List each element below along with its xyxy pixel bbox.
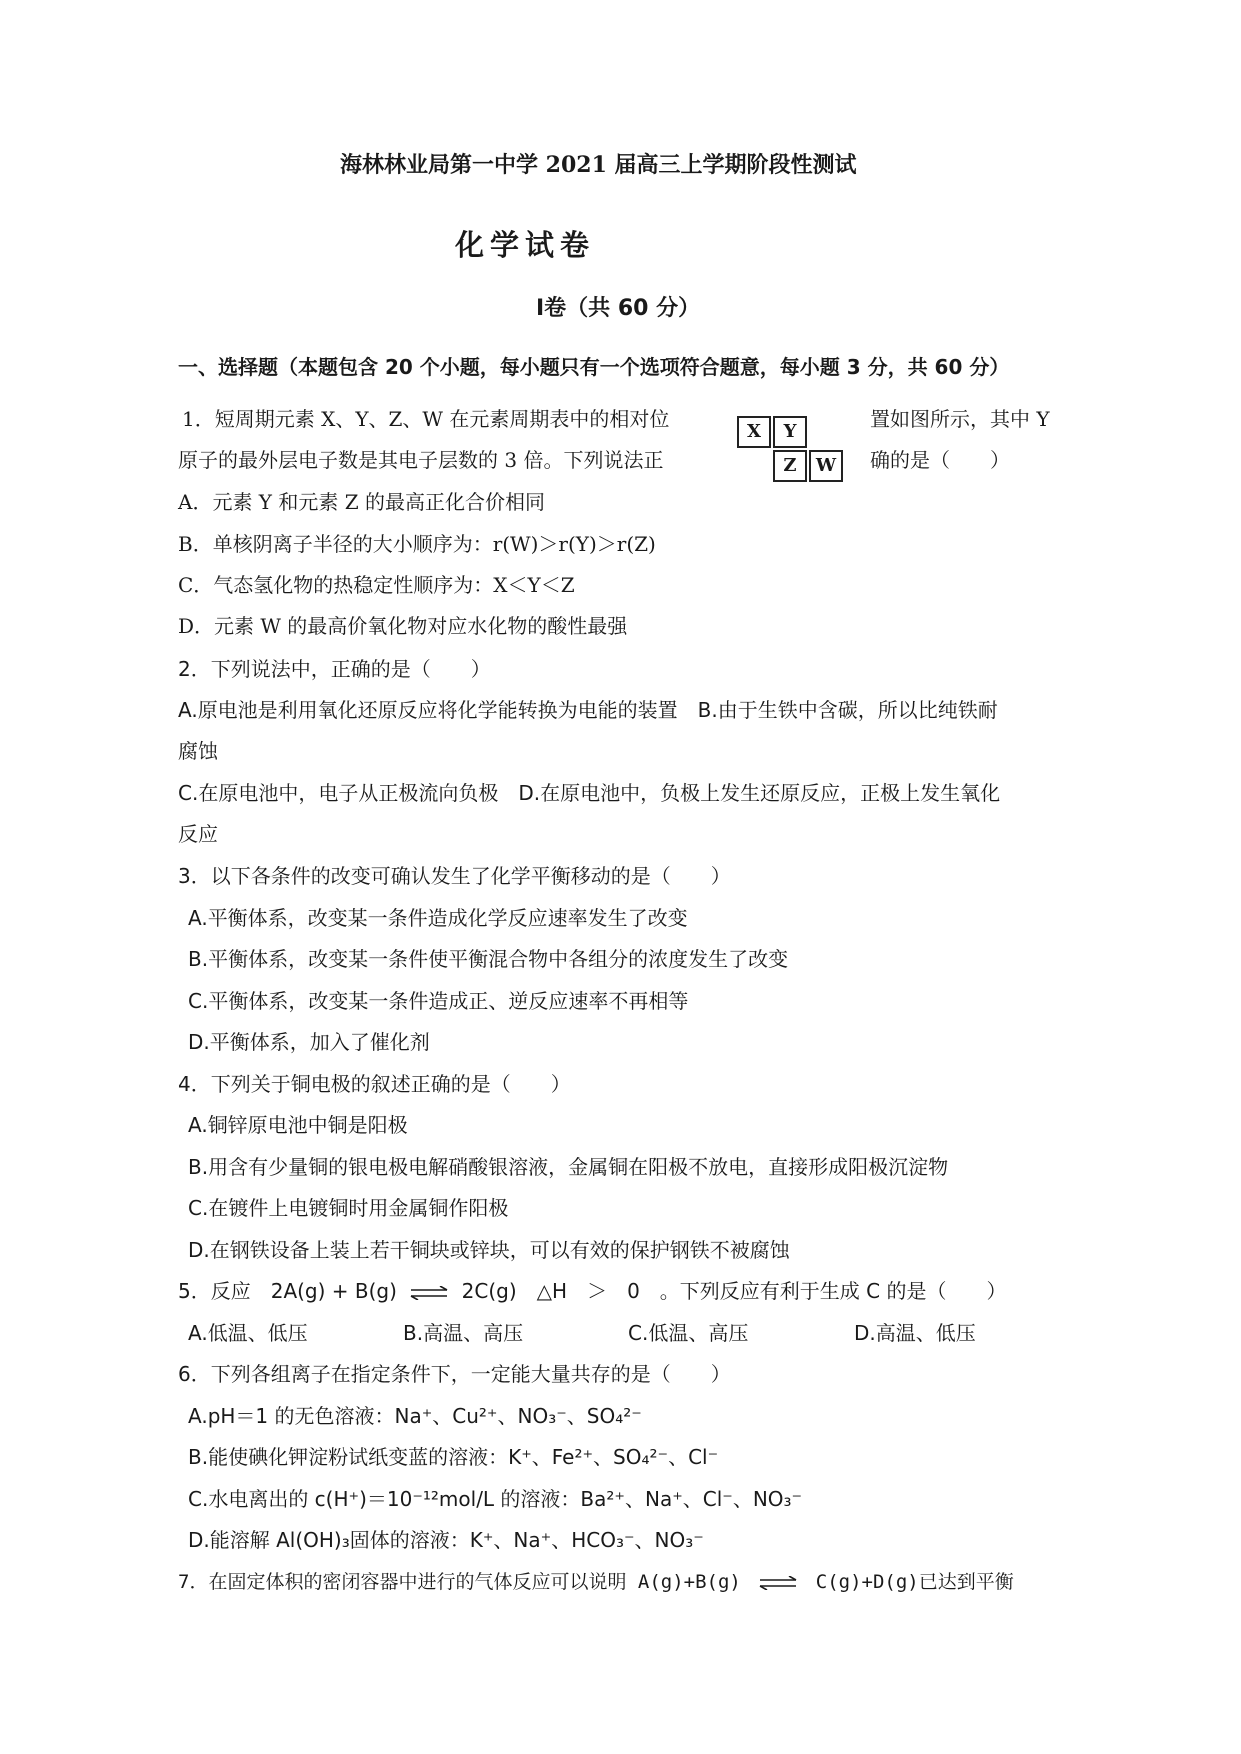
q6-option-a: A.pH＝1 的无色溶液：Na⁺、Cu²⁺、NO₃⁻、SO₄²⁻ <box>188 1404 642 1428</box>
q5-stem-right: 2C(g) △H ＞ 0 。下列反应有利于生成 C 的是（ ） <box>461 1279 1007 1303</box>
q4-option-c: C.在镀件上电镀铜时用金属铜作阳极 <box>188 1196 509 1220</box>
q6-option-d: D.能溶解 Al(OH)₃固体的溶液：K⁺、Na⁺、HCO₃⁻、NO₃⁻ <box>188 1528 704 1552</box>
q3-option-c: C.平衡体系，改变某一条件造成正、逆反应速率不再相等 <box>188 989 689 1013</box>
cell-z: Z <box>773 450 807 482</box>
q6-option-c: C.水电离出的 c(H⁺)＝10⁻¹²mol/L 的溶液：Ba²⁺、Na⁺、Cl⁻、NO₃⁻ <box>188 1487 803 1511</box>
q5-option-d: D.高温、低压 <box>854 1321 976 1345</box>
q2-line3: C.在原电池中，电子从正极流向负极 D.在原电池中，负极上发生还原反应，正极上发生氧化 <box>178 781 1001 805</box>
cell-w: W <box>809 450 843 482</box>
q2-line2: 腐蚀 <box>178 739 218 763</box>
q1-option-a: A．元素 Y 和元素 Z 的最高正化合价相同 <box>178 490 545 514</box>
volume-heading: Ⅰ卷（共 60 分） <box>536 296 701 321</box>
q1-stem-line2-left: 原子的最外层电子数是其电子层数的 3 倍。下列说法正 <box>178 448 664 472</box>
cell-y: Y <box>773 416 807 448</box>
q5-option-b: B.高温、高压 <box>403 1321 524 1345</box>
q1-stem-line2-right: 确的是（ ） <box>870 448 1010 472</box>
equilibrium-arrow-icon <box>758 1576 798 1590</box>
q7-stem-left: 7．在固定体积的密闭容器中进行的气体反应可以说明 A(g)+B(g) <box>178 1571 741 1593</box>
q2-line4: 反应 <box>178 822 218 846</box>
q6-option-b: B.能使碘化钾淀粉试纸变蓝的溶液：K⁺、Fe²⁺、SO₄²⁻、Cl⁻ <box>188 1445 719 1469</box>
q3-option-d: D.平衡体系，加入了催化剂 <box>188 1030 430 1054</box>
q3-option-a: A.平衡体系，改变某一条件造成化学反应速率发生了改变 <box>188 906 688 930</box>
q4-option-b: B.用含有少量铜的银电极电解硝酸银溶液，金属铜在阳极不放电，直接形成阳极沉淀物 <box>188 1155 949 1179</box>
equilibrium-arrow-icon <box>409 1286 449 1300</box>
q5-option-c: C.低温、高压 <box>628 1321 749 1345</box>
school-title: 海林林业局第一中学 2021 届高三上学期阶段性测试 <box>340 152 857 178</box>
q2-line1: A.原电池是利用氧化还原反应将化学能转换为电能的装置 B.由于生铁中含碳，所以比纯铁耐 <box>178 698 998 722</box>
q4-stem: 4．下列关于铜电极的叙述正确的是（ ） <box>178 1072 571 1096</box>
q5-stem <box>178 1278 1006 1304</box>
q3-stem: 3．以下各条件的改变可确认发生了化学平衡移动的是（ ） <box>178 864 731 888</box>
q7-stem <box>178 1569 1014 1595</box>
q1-stem-line1-left: 1．短周期元素 X、Y、Z、W 在元素周期表中的相对位 <box>182 407 670 431</box>
q5-option-a: A.低温、低压 <box>188 1321 308 1345</box>
q5-stem-left: 5．反应 2A(g) + B(g) <box>178 1279 397 1303</box>
q6-stem: 6．下列各组离子在指定条件下，一定能大量共存的是（ ） <box>178 1362 731 1386</box>
q3-option-b: B.平衡体系，改变某一条件使平衡混合物中各组分的浓度发生了改变 <box>188 947 789 971</box>
q4-option-d: D.在钢铁设备上装上若干铜块或锌块，可以有效的保护钢铁不被腐蚀 <box>188 1238 790 1262</box>
cell-x: X <box>737 416 771 448</box>
q7-stem-right: C(g)+D(g)已达到平衡 <box>815 1571 1014 1593</box>
q2-stem: 2．下列说法中，正确的是（ ） <box>178 657 491 681</box>
q4-option-a: A.铜锌原电池中铜是阳极 <box>188 1113 408 1137</box>
subject-title: 化学试卷 <box>455 228 596 262</box>
q1-option-c: C．气态氢化物的热稳定性顺序为：X＜Y＜Z <box>178 573 575 597</box>
q1-option-b: B．单核阴离子半径的大小顺序为：r(W)＞r(Y)＞r(Z) <box>178 532 656 556</box>
q1-stem-line1-right: 置如图所示，其中 Y <box>870 407 1050 431</box>
section-heading: 一、选择题（本题包含 20 个小题，每小题只有一个选项符合题意，每小题 3 分，共 60 分） <box>178 355 1010 379</box>
q1-option-d: D．元素 W 的最高价氧化物对应水化物的酸性最强 <box>178 614 628 638</box>
periodic-table-figure <box>737 416 843 482</box>
